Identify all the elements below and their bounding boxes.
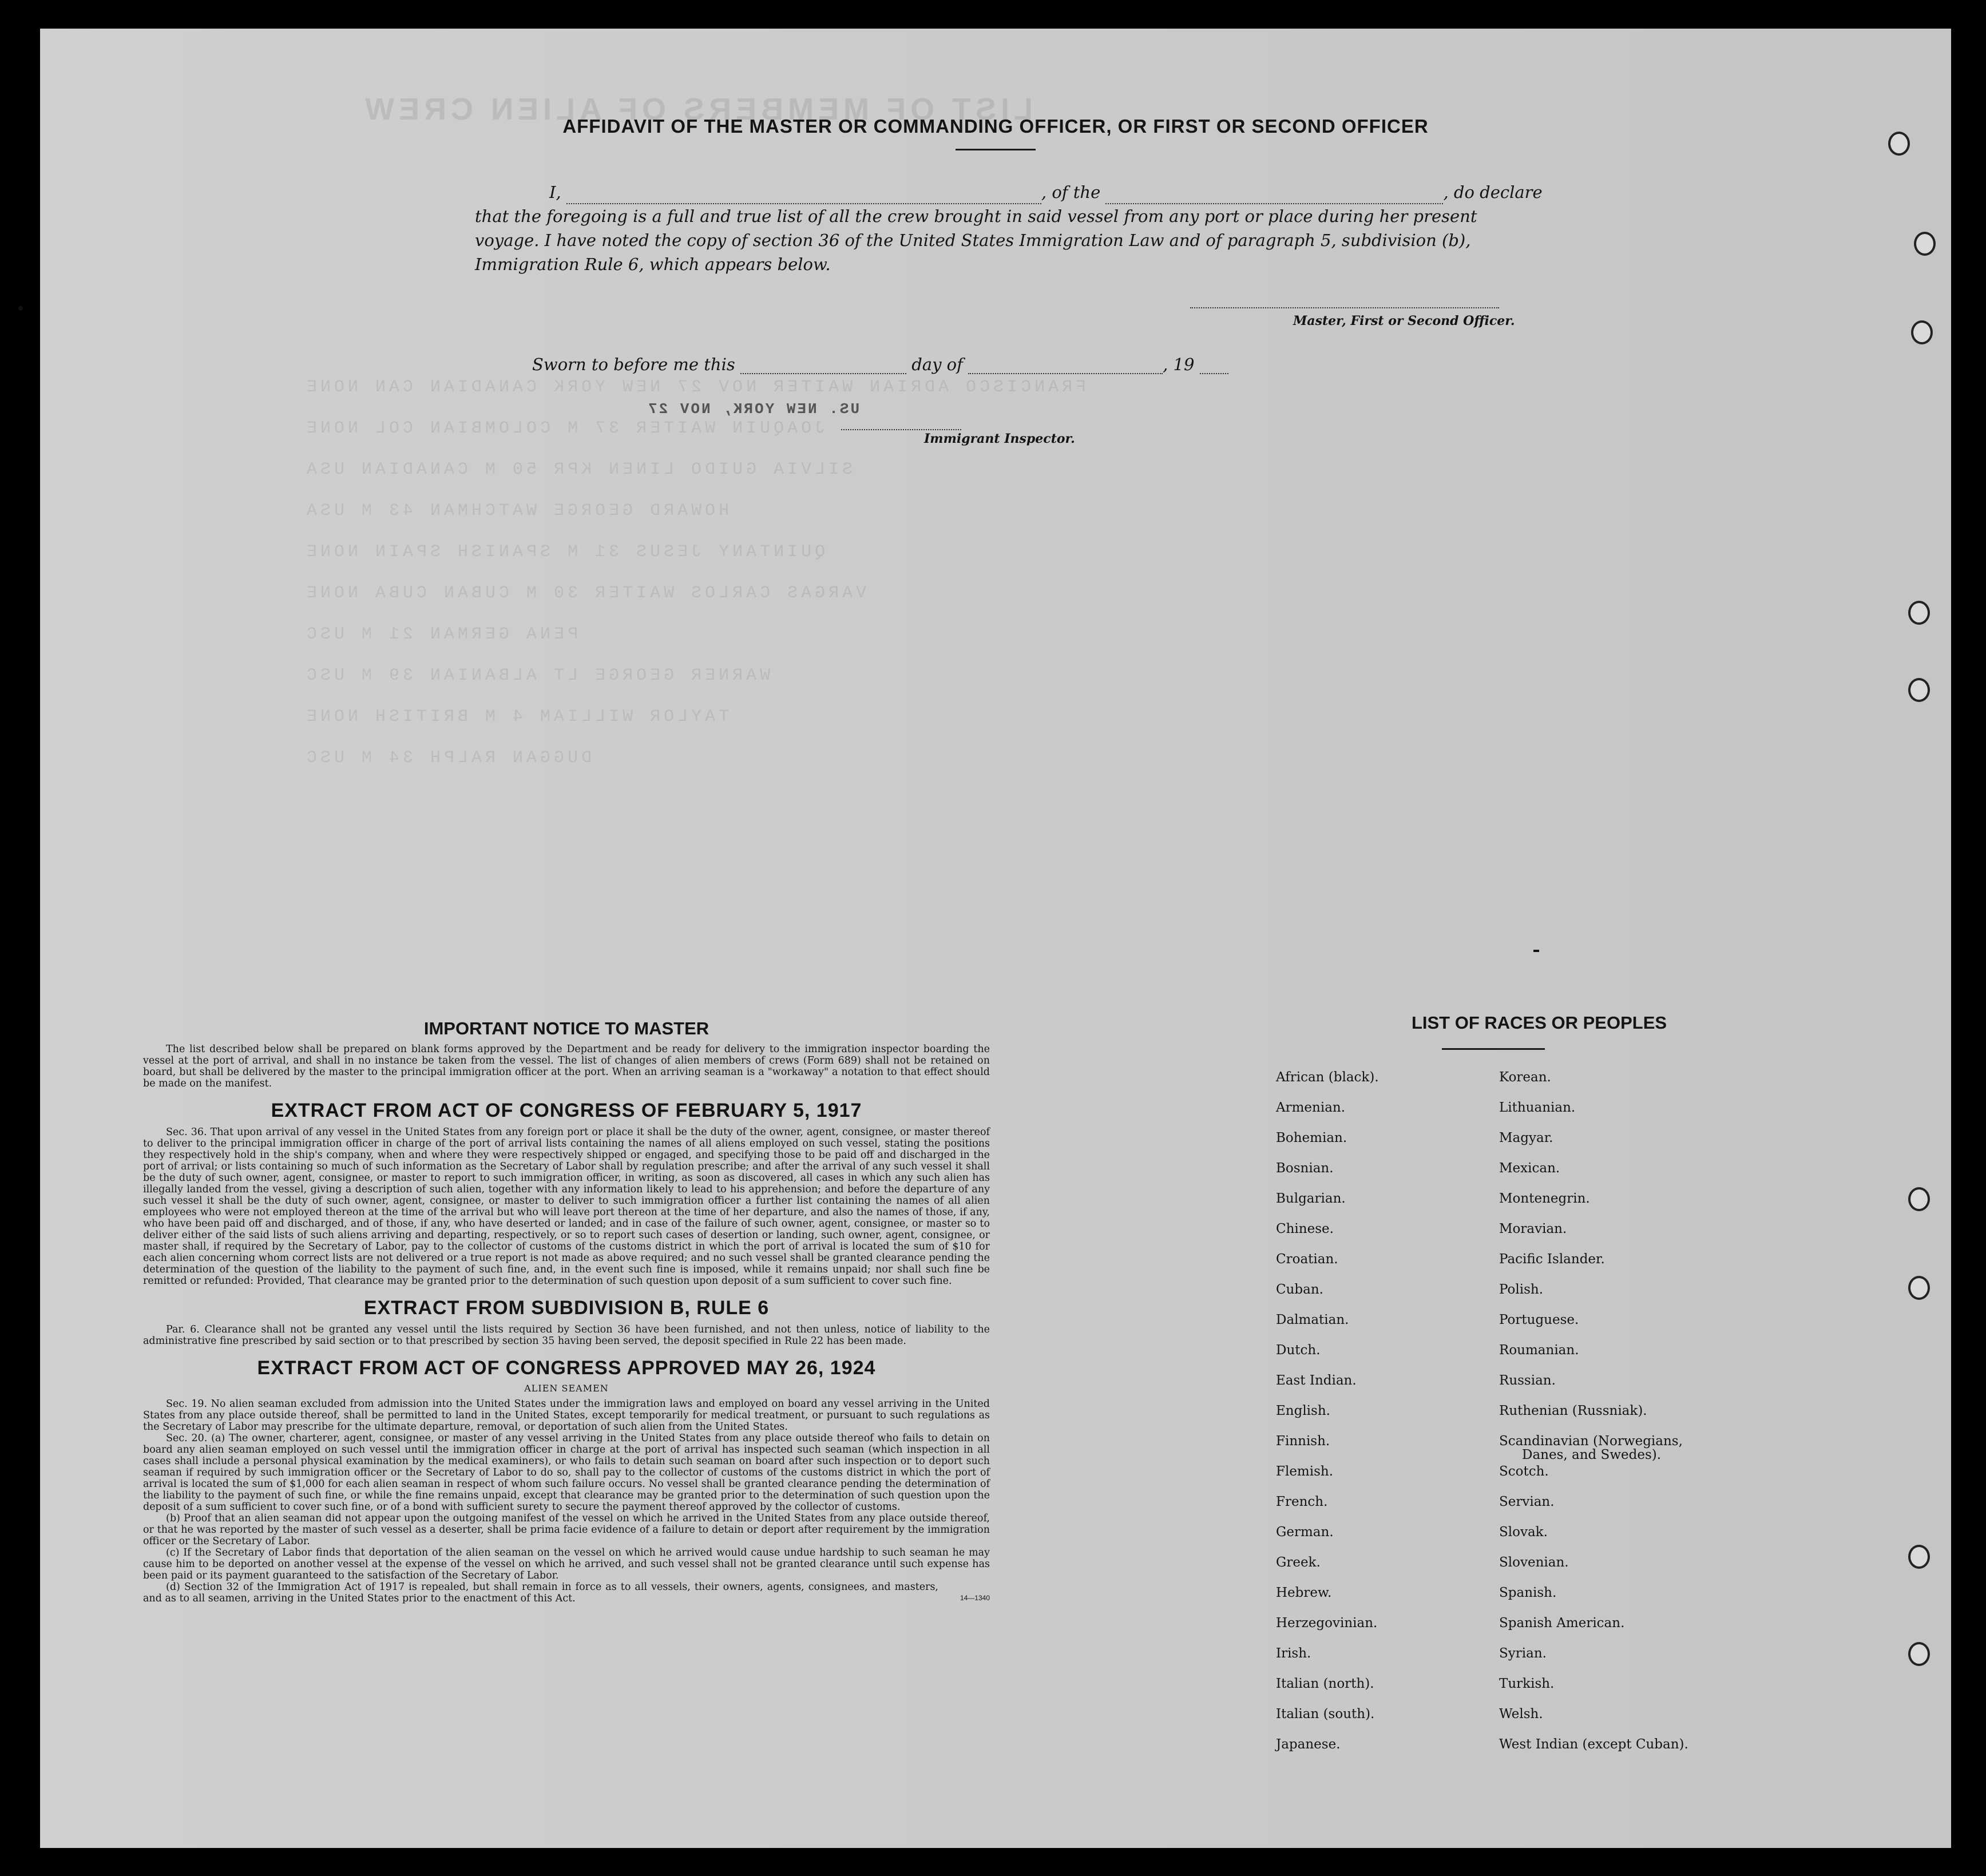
race-entry: Magyar. <box>1499 1131 1553 1145</box>
binder-hole <box>1888 132 1910 156</box>
race-entry: Russian. <box>1499 1373 1556 1388</box>
race-entry: Slovenian. <box>1499 1555 1569 1570</box>
document-page <box>40 29 1951 1848</box>
race-entry: East Indian. <box>1276 1373 1357 1388</box>
sec20d-text: (d) Section 32 of the Immigration Act of 1917 is repealed, but shall remain in force as to all vessels, their owners, agents, consignees, and masters, and as to all seamen, arriving in the United States prior to the enactment of this Act. <box>143 1581 938 1604</box>
edge-mark <box>18 306 23 311</box>
race-entry: Armenian. <box>1276 1100 1346 1115</box>
race-entry: Roumanian. <box>1499 1343 1579 1358</box>
binder-hole <box>1908 1545 1930 1569</box>
race-entry: Croatian. <box>1276 1252 1338 1267</box>
extract-1917-text: Sec. 36. That upon arrival of any vessel in the United States from any foreign port or place it shall be the duty of the owner, agent, consignee, or master thereof to deliver to the principal immigration officer in charge of the port of arrival lists containing the names of all aliens employed on such vessel, stating the positions they respectively hold in the ship's company, when and where they were respectively shipped or engaged, and specifying those to be paid off and discharged in the port of arrival; or lists containing so much of such information as the Secretary of Labor shall by regulation prescribe; and after the arrival of any such vessel it shall be the duty of such owner, agent, consignee, or master to report to such immigration officer, in writing, as soon as discovered, all cases in which any such alien has illegally landed from the vessel, giving a description of such alien, together with any information likely to lead to his apprehension; and before the departure of any such vessel it shall be the duty of such owner, agent, consignee, or master to deliver to such immigration officer a further list containing the names of all alien employees who were not employed thereon at the time of the arrival but who will leave port thereon at the time of her departure, and also the names of those, if any, who have been paid off and discharged, and of those, if any, who have deserted or landed; and in case of the failure of such owner, agent, consignee, or master so to deliver either of the said lists of such aliens arriving and departing, respectively, or so to report such cases of desertion or landing, such owner, agent, consignee, or master shall, if required by the Secretary of Labor, pay to the collector of customs of the customs district in which the port of arrival is located the sum of $10 for each alien concerning whom correct lists are not delivered or a true report is not made as above required; and no such vessel shall be granted clearance pending the determination of the question of the liability to the payment of such fine, and, in the event such fine is imposed, while it remains unpaid; nor shall such fine be remitted or refunded: Provided, That clearance may be granted prior to the determination of such question upon deposit of a sum sufficient to cover such fine. <box>143 1127 990 1287</box>
race-entry: Turkish. <box>1499 1676 1555 1691</box>
race-entry: Finnish. <box>1276 1434 1330 1449</box>
sworn-month-field[interactable] <box>968 359 1163 374</box>
title-underline <box>956 149 1036 150</box>
race-entry: Scotch. <box>1499 1464 1549 1479</box>
race-entry: Dalmatian. <box>1276 1312 1349 1327</box>
race-entry: Korean. <box>1499 1070 1551 1085</box>
race-entry: Chinese. <box>1276 1221 1334 1236</box>
affidavit-line3: voyage. I have noted the copy of section 36 of the United States Immigration Law and of paragraph 5, subdivision (b), <box>475 231 1471 250</box>
binder-hole <box>1908 1187 1930 1211</box>
race-entry: Slovak. <box>1499 1525 1548 1540</box>
race-entry: Moravian. <box>1499 1221 1567 1236</box>
binder-hole <box>1908 1642 1930 1666</box>
bleed-through-title: LIST OF MEMBERS OF ALIEN CREW <box>360 92 1033 126</box>
binder-hole <box>1914 232 1936 256</box>
race-entry: Spanish. <box>1499 1585 1557 1600</box>
race-entry: Greek. <box>1276 1555 1321 1570</box>
affidavit-line1-b: , of the <box>1041 183 1101 202</box>
declarant-name-field[interactable] <box>566 187 1041 204</box>
affidavit-title: AFFIDAVIT OF THE MASTER OR COMMANDING OFFICER, OR FIRST OR SECOND OFFICER <box>562 116 1429 137</box>
notice-text: The list described below shall be prepared on blank forms approved by the Department and be ready for delivery to the immigration inspector boarding the vessel at the port of arrival, and shall in no instance be taken from the vessel. The list of changes of alien members of crews (Form 689) shall not be retained on board, but shall be delivered by the master to the principal immigration officer at the port. When an arriving seaman is a "workaway" a notation to that effect should be made on the manifest. <box>143 1044 990 1089</box>
race-entry: French. <box>1276 1494 1328 1509</box>
race-entry: Lithuanian. <box>1499 1100 1576 1115</box>
races-title-underline <box>1442 1048 1545 1050</box>
race-entry: Hebrew. <box>1276 1585 1332 1600</box>
race-entry: Welsh. <box>1499 1707 1543 1722</box>
alien-seamen-subtitle: ALIEN SEAMEN <box>524 1383 609 1394</box>
bleed-through-row: PENA GERMAN 21 M USC <box>303 625 578 644</box>
race-entry: Servian. <box>1499 1494 1555 1509</box>
binder-hole <box>1908 1276 1930 1300</box>
vessel-name-field[interactable] <box>1105 187 1443 204</box>
race-entry: Bosnian. <box>1276 1161 1334 1176</box>
race-entry: Portuguese. <box>1499 1312 1579 1327</box>
race-entry: Cuban. <box>1276 1282 1323 1297</box>
bleed-through-row: TAYLOR WILLIAM 4 M BRITISH NONE <box>303 707 730 727</box>
race-entry: West Indian (except Cuban). <box>1499 1737 1688 1752</box>
race-entry: Herzegovinian. <box>1276 1616 1378 1631</box>
race-entry: Irish. <box>1276 1646 1311 1661</box>
master-signature-line[interactable] <box>1190 307 1499 308</box>
extract-1917-title: EXTRACT FROM ACT OF CONGRESS OF FEBRUARY 5, 1917 <box>271 1100 862 1121</box>
legal-extracts <box>143 1001 990 1602</box>
race-entry: Syrian. <box>1499 1646 1547 1661</box>
race-entry-continued: Danes, and Swedes). <box>1522 1447 1662 1462</box>
race-entry: Ruthenian (Russniak). <box>1499 1403 1647 1418</box>
form-number: 14—1340 <box>960 1594 990 1602</box>
affidavit-line4: Immigration Rule 6, which appears below. <box>475 255 831 274</box>
binder-hole <box>1908 601 1930 625</box>
inspector-signature-line[interactable] <box>841 429 961 430</box>
affidavit-line1-c: , do declare <box>1443 183 1543 202</box>
bleed-through-row: HOWARD GEORGE WATCHMAN 43 M USA <box>303 501 730 521</box>
race-entry: Pacific Islander. <box>1499 1252 1605 1267</box>
sworn-label-b: day of <box>911 355 963 374</box>
bleed-through-row: QUINTANY JESUS 31 M SPANISH SPAIN NONE <box>303 542 826 562</box>
affidavit-line1-a: I, <box>549 183 561 202</box>
extract-rule6-title: EXTRACT FROM SUBDIVISION B, RULE 6 <box>363 1297 770 1319</box>
stray-mark <box>1533 950 1539 952</box>
notice-title: IMPORTANT NOTICE TO MASTER <box>423 1018 709 1038</box>
bleed-through-row: DUGGAN RALPH 34 M USC <box>303 748 592 768</box>
binder-hole <box>1911 320 1933 344</box>
race-entry: Bohemian. <box>1276 1131 1347 1145</box>
race-entry: Italian (north). <box>1276 1676 1374 1691</box>
race-entry: Italian (south). <box>1276 1707 1375 1722</box>
race-entry: German. <box>1276 1525 1334 1540</box>
race-entry: Spanish American. <box>1499 1616 1625 1631</box>
bleed-through-row: FRANCISCO ADRIAN WAITER NOV 27 NEW YORK CANADIAN CAN NONE <box>303 378 1087 397</box>
race-entry: Dutch. <box>1276 1343 1321 1358</box>
race-entry: Japanese. <box>1276 1737 1341 1752</box>
bleed-through-row: WARNER GEORGE LT ALBANIAN 39 M USC <box>303 666 771 685</box>
sec20c-text: (c) If the Secretary of Labor finds that deportation of the alien seaman on the vessel on which he arrived would cause undue hardship to such seaman he may cause him to be deported on another vessel at the expense of the vessel on which he arrived, and such vessel shall not be granted clearance until such expense has been paid or its payment guaranteed to the satisfaction of the Secretary of Labor. <box>143 1547 990 1581</box>
sworn-label-c: , 19 <box>1163 355 1195 374</box>
inspector-signature-label: Immigrant Inspector. <box>924 431 1075 446</box>
race-entry: Bulgarian. <box>1276 1191 1346 1206</box>
binder-hole <box>1908 678 1930 702</box>
bleed-through-row: JOAQUIN WAITER 37 M COLOMBIAN COL NONE <box>303 419 826 438</box>
race-entry: Montenegrin. <box>1499 1191 1590 1206</box>
sec19-text: Sec. 19. No alien seaman excluded from admission into the United States under the immigration laws and employed on board any vessel arriving in the United States from any place outside thereof, shall be permitted to land in the United States, except temporarily for medical treatment, or pursuant to such regulations as the Secretary of Labor may prescribe for the ultimate departure, removal, or deportation of such alien from the United States. <box>143 1398 990 1433</box>
extract-rule6-text: Par. 6. Clearance shall not be granted any vessel until the lists required by Section 36 have been furnished, and not then unless, notice of liability to the administrative fine prescribed by said section or to that prescribed by section 35 having been served, the deposit specified in Rule 22 has been made. <box>143 1324 990 1347</box>
ghost-stamp: US. NEW YORK, NOV 27 <box>647 400 860 418</box>
bleed-through-row: SILVIA GUIDO LINEN KPR 50 M CANADIAN USA <box>303 460 853 479</box>
sec20b-text: (b) Proof that an alien seaman did not appear upon the outgoing manifest of the vessel on which he arrived in the United States from any place outside thereof, or that he was reported by the master of such vessel as a deserter, shall be prima facie evidence of a failure to detain or deport after requirement by the immigration officer or the Secretary of Labor. <box>143 1513 990 1547</box>
sworn-label-a: Sworn to before me this <box>532 355 735 374</box>
race-entry: Scandinavian (Norwegians, <box>1499 1434 1683 1449</box>
affidavit-body <box>475 180 1608 276</box>
race-entry: Mexican. <box>1499 1161 1560 1176</box>
race-entry: Flemish. <box>1276 1464 1334 1479</box>
extract-1924-title: EXTRACT FROM ACT OF CONGRESS APPROVED MAY 26, 1924 <box>257 1357 876 1379</box>
race-entry: African (black). <box>1276 1070 1379 1085</box>
master-signature-label: Master, First or Second Officer. <box>1293 314 1515 328</box>
sworn-line <box>532 355 1228 374</box>
bleed-through-row: VARGAS CARLOS WAITER 30 M CUBAN CUBA NONE <box>303 584 867 603</box>
sworn-day-field[interactable] <box>740 359 906 374</box>
sworn-year-field[interactable] <box>1200 359 1228 374</box>
races-list <box>1219 1013 1860 1752</box>
sec20a-text: Sec. 20. (a) The owner, charterer, agent, consignee, or master of any vessel arriving in the United States from any place outside thereof who fails to detain on board any alien seaman employed on such vessel until the immigration officer in charge at the port of arrival has inspected such seaman (which inspection in all cases shall include a personal physical examination by the medical examiners), or who fails to detain such seaman on board after such inspection or to deport such seaman if required by such immigration officer or the Secretary of Labor to do so, shall pay to the collector of customs of the customs district in which the port of arrival is located the sum of $1,000 for each alien seaman in respect of whom such failure occurs. No vessel shall be granted clearance pending the determination of the liability to the payment of such fine, or while the fine remains unpaid, except that clearance may be granted prior to the determination of such question upon the deposit of a sum sufficient to cover such fine, or of a bond with sufficient surety to secure the payment thereof approved by the collector of customs. <box>143 1433 990 1513</box>
race-entry: Polish. <box>1499 1282 1544 1297</box>
races-title: LIST OF RACES OR PEOPLES <box>1411 1013 1667 1033</box>
affidavit-line2: that the foregoing is a full and true list of all the crew brought in said vessel from any port or place during her present <box>475 207 1477 226</box>
race-entry: English. <box>1276 1403 1330 1418</box>
